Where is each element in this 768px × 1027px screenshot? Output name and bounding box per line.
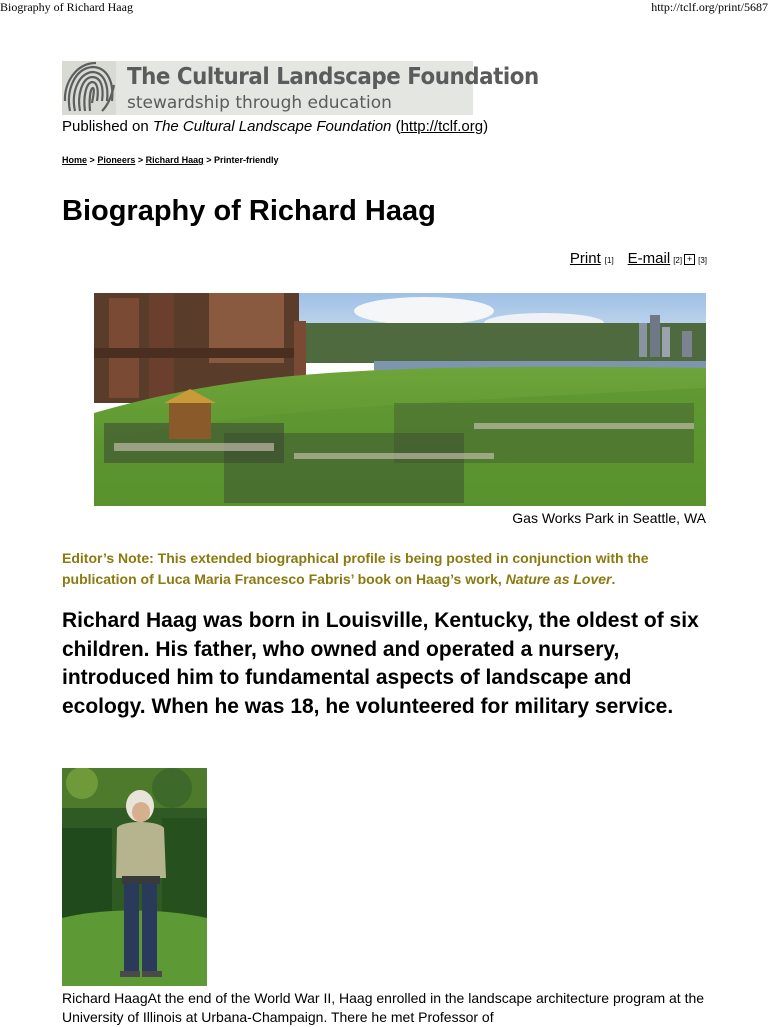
article-tools: [570, 250, 707, 267]
body-text: At the end of the World War II, Haag enrolled in the landscape architecture program at the University of Illinois at Urbana-Champaign. There he met Professor of: [62, 990, 705, 1025]
book-title: Nature as Lover: [505, 571, 612, 587]
editor-note-text: Editor’s Note: This extended biographical profile is being posted in conjunction with the publication of Luca Maria Francesco Fabris’ book on Haag’s work,: [62, 550, 649, 587]
site-url-link[interactable]: http://tclf.org: [400, 118, 484, 135]
breadcrumb-current: Printer-friendly: [213, 155, 279, 165]
published-prefix: Published on: [62, 118, 149, 135]
portrait-caption: Richard Haag: [62, 990, 148, 1006]
paren-close: ): [483, 118, 489, 135]
print-page-title: Biography of Richard Haag: [0, 0, 133, 14]
site-name: The Cultural Landscape Foundation: [152, 118, 392, 135]
print-link[interactable]: Print: [569, 250, 601, 267]
breadcrumb: [62, 155, 278, 165]
email-link[interactable]: E-mail: [627, 250, 671, 267]
editor-note: [62, 548, 712, 590]
breadcrumb-home[interactable]: Home: [62, 155, 88, 165]
image-caption: Gas Works Park in Seattle, WA: [512, 510, 706, 526]
breadcrumb-richard-haag[interactable]: Richard Haag: [145, 155, 204, 165]
logo-tagline: stewardship through education: [127, 93, 392, 113]
share-ref: [3]: [698, 256, 707, 265]
logo-title: The Cultural Landscape Foundation: [127, 64, 539, 90]
body-paragraph: [62, 989, 722, 1027]
email-ref: [2]: [673, 256, 683, 265]
breadcrumb-separator: >: [137, 155, 144, 165]
editor-note-end: .: [611, 571, 616, 587]
print-page-url: http://tclf.org/print/5687: [651, 0, 768, 14]
share-plus-icon[interactable]: +: [684, 254, 695, 265]
breadcrumb-separator: >: [206, 155, 212, 165]
published-line: [62, 118, 488, 135]
paren-open: (: [395, 118, 401, 135]
fingerprint-icon: [62, 61, 116, 115]
breadcrumb-separator: >: [89, 155, 95, 165]
site-logo[interactable]: [62, 61, 539, 115]
gas-works-park-photo: [94, 293, 706, 506]
richard-haag-portrait: [62, 768, 207, 986]
lead-paragraph: Richard Haag was born in Louisville, Kentucky, the oldest of six children. His father, who owned and operated a nursery, introduced him to fundamental aspects of landscape and ecology. When he was 18, he volunteered for military service.: [62, 609, 699, 718]
breadcrumb-pioneers[interactable]: Pioneers: [97, 155, 136, 165]
page-title: Biography of Richard Haag: [62, 195, 436, 227]
print-ref: [1]: [604, 256, 614, 265]
